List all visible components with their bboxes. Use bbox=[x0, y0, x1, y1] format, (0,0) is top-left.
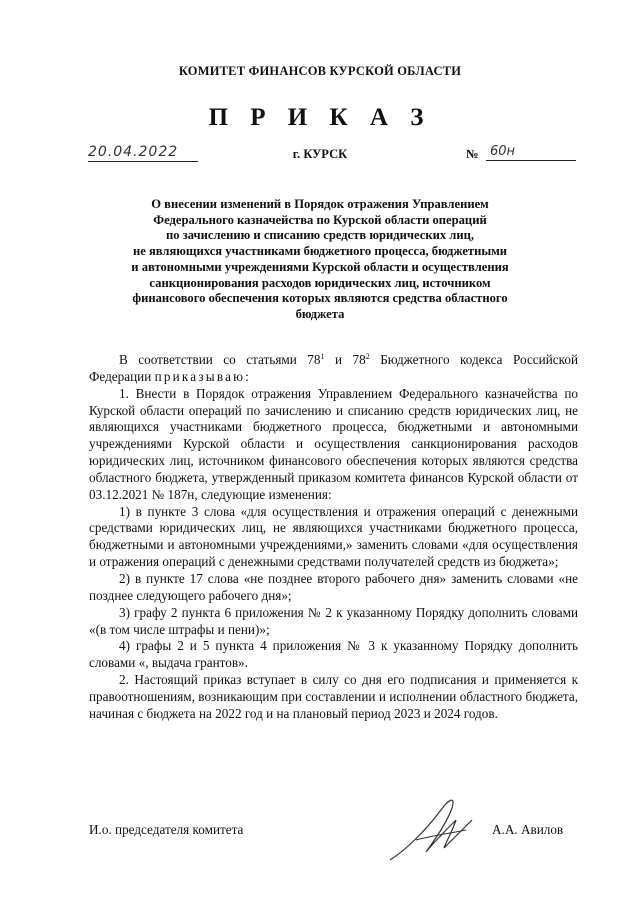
order-heading bbox=[100, 197, 540, 323]
intro-text: В соответствии со статьями 78 bbox=[119, 352, 321, 367]
heading-line: не являющихся участниками бюджетного процесса, бюджетными bbox=[132, 244, 508, 259]
order-keyword: приказываю: bbox=[154, 368, 252, 384]
subitem-3: 3) графу 2 пункта 6 приложения № 2 к указанному Порядку дополнить словами «(в том числе штрафы и пени)»; bbox=[89, 604, 578, 637]
number-label: № bbox=[466, 147, 479, 161]
intro-text: и 78 bbox=[324, 352, 366, 367]
document-city: г. КУРСК bbox=[292, 147, 348, 161]
signatory-name: А.А. Авилов bbox=[492, 822, 564, 837]
document-title: П Р И К А З bbox=[208, 104, 432, 131]
subitem-1: 1) в пункте 3 слова «для осуществления и отражения операций с денежными средствами юридических лиц, не являющихся участниками бюджетного процесса, бюджетными и автономными учреждениями,» заменить словами «для осуществления и отражения операций с денежными средствами получателей средств из бюджета»; bbox=[89, 503, 578, 570]
heading-line: и автономными учреждениями Курской области и осуществления bbox=[131, 259, 509, 274]
item-1: 1. Внести в Порядок отражения Управлением Федерального казначейства по Курской области операций по зачислению и списанию средств юридических лиц, не являющихся участниками бюджетного процесса, бюджетными и автономными учреждениями Курской области и осуществления санкционирования расходов юридических лиц, источником финансового обеспечения которых являются средства областного бюджета, утвержденный приказом комитета финансов Курской области от 03.12.2021 № 187н, следующие изменения: bbox=[89, 385, 578, 502]
heading-line: санкционирования расходов юридических лиц, источником bbox=[149, 275, 491, 290]
order-body bbox=[89, 352, 578, 723]
heading-line: финансового обеспечения которых являются средства областного bbox=[132, 291, 508, 306]
subitem-2: 2) в пункте 17 слова «не позднее второго рабочего дня» заменить словами «не позднее следующего рабочего дня»; bbox=[89, 570, 578, 603]
heading-line: бюджета bbox=[295, 306, 345, 321]
heading-line: Федерального казначейства по Курской области операций bbox=[153, 212, 487, 227]
subitem-4: 4) графы 2 и 5 пункта 4 приложения № 3 к указанному Порядку дополнить словами «, выдача грантов». bbox=[89, 638, 578, 671]
intro-paragraph bbox=[89, 352, 578, 386]
organization-header: КОМИТЕТ ФИНАНСОВ КУРСКОЙ ОБЛАСТИ bbox=[178, 64, 462, 78]
document-date: 20.04.2022 bbox=[88, 144, 198, 162]
superscript-2: 2 bbox=[365, 352, 370, 361]
intro-text: Бюджетного кодекса Российской Федерации bbox=[89, 352, 579, 384]
signatory-position: И.о. председателя комитета bbox=[89, 822, 244, 837]
item-2: 2. Настоящий приказ вступает в силу со дня его подписания и применяется к правоотношениям, возникающим при составлении и исполнении областного бюджета, начиная с бюджета на 2022 год и на плановый период 2023 и 2024 годов. bbox=[89, 672, 578, 721]
number-value: 60н bbox=[486, 144, 576, 161]
signature-image bbox=[386, 790, 476, 870]
superscript-1: 1 bbox=[320, 352, 325, 361]
heading-line: О внесении изменений в Порядок отражения Управлением bbox=[151, 197, 489, 211]
heading-line: по зачислению и списанию средств юридических лиц, bbox=[165, 228, 475, 243]
document-number bbox=[466, 144, 576, 162]
